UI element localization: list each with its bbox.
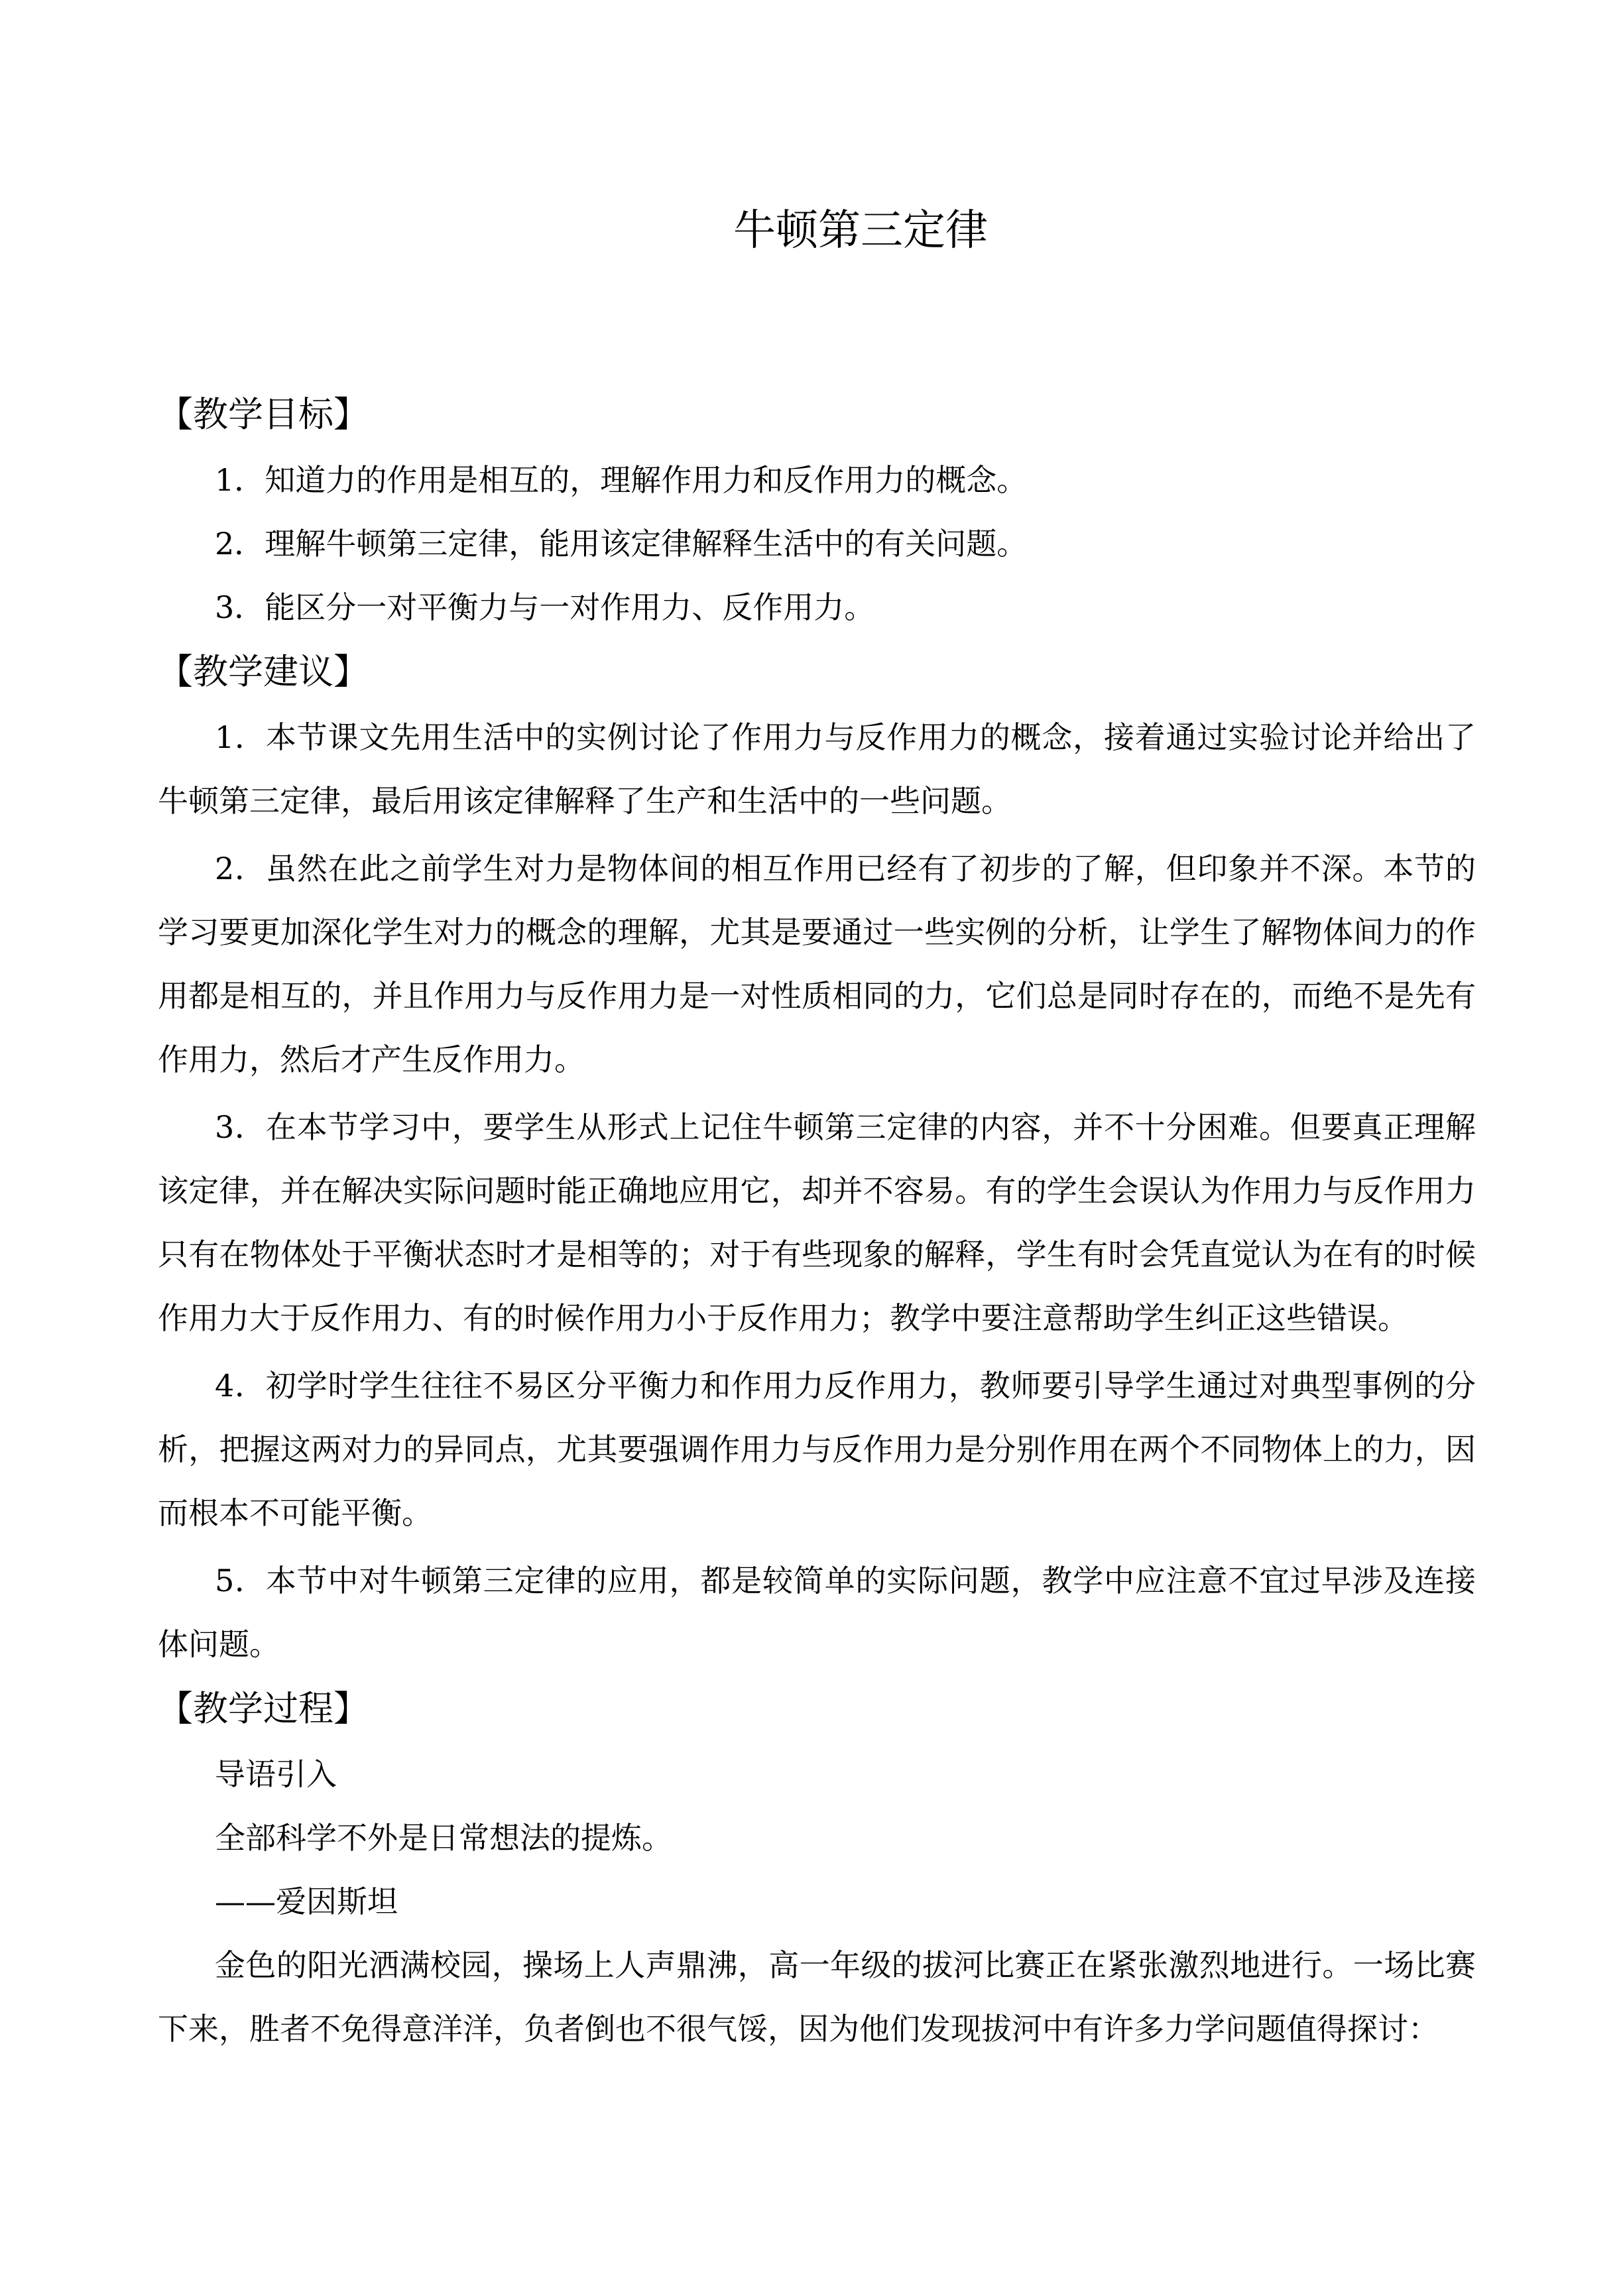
section-process [158, 1676, 1476, 2061]
suggestion-item: 4．初学时学生往往不易区分平衡力和作用力反作用力，教师要引导学生通过对典型事例的分析，把握这两对力的异同点，尤其要强调作用力与反作用力是分别作用在两个不同物体上的力，因而根本不可能平衡。 [158, 1368, 1476, 1531]
section-heading-process: 【教学过程】 [158, 1689, 369, 1729]
document-title: 牛顿第三定律 [733, 206, 988, 255]
objective-item: 2．理解牛顿第三定律，能用该定律解释生活中的有关问题。 [215, 526, 1028, 562]
suggestion-item: 1．本节课文先用生活中的实例讨论了作用力与反作用力的概念，接着通过实验讨论并给出了牛顿第三定律，最后用该定律解释了生产和生活中的一些问题。 [158, 719, 1476, 819]
suggestion-item: 3．在本节学习中，要学生从形式上记住牛顿第三定律的内容，并不十分困难。但要真正理解该定律，并在解决实际问题时能正确地应用它，却并不容易。有的学生会误认为作用力与反作用力只有在物体处于平衡状态时才是相等的；对于有些现象的解释，学生有时会凭直觉认为在有的时候作用力大于反作用力、有的时候作用力小于反作用力；教学中要注意帮助学生纠正这些错误。 [158, 1109, 1476, 1336]
section-objectives [158, 382, 1476, 639]
process-item: 全部科学不外是日常想法的提炼。 [215, 1820, 672, 1856]
objective-item: 1．知道力的作用是相互的，理解作用力和反作用力的概念。 [215, 462, 1028, 498]
section-suggestions [158, 639, 1476, 1676]
section-heading-objectives: 【教学目标】 [158, 394, 369, 435]
objective-item: 3．能区分一对平衡力与一对作用力、反作用力。 [215, 589, 875, 625]
suggestion-item: 5．本节中对牛顿第三定律的应用，都是较简单的实际问题，教学中应注意不宜过早涉及连接体问题。 [158, 1563, 1476, 1662]
process-item: 金色的阳光洒满校园，操场上人声鼎沸，高一年级的拔河比赛正在紧张激烈地进行。一场比赛下来，胜者不免得意洋洋，负者倒也不很气馁，因为他们发现拔河中有许多力学问题值得探讨： [158, 1947, 1476, 2047]
suggestion-item: 2．虽然在此之前学生对力是物体间的相互作用已经有了初步的了解，但印象并不深。本节的学习要更加深化学生对力的概念的理解，尤其是要通过一些实例的分析，让学生了解物体间力的作用都是相互的，并且作用力与反作用力是一对性质相同的力，它们总是同时存在的，而绝不是先有作用力，然后才产生反作用力。 [158, 851, 1476, 1077]
process-item: 导语引入 [215, 1756, 337, 1792]
process-item: ——爱因斯坦 [215, 1884, 398, 1919]
section-heading-suggestions: 【教学建议】 [158, 652, 369, 692]
